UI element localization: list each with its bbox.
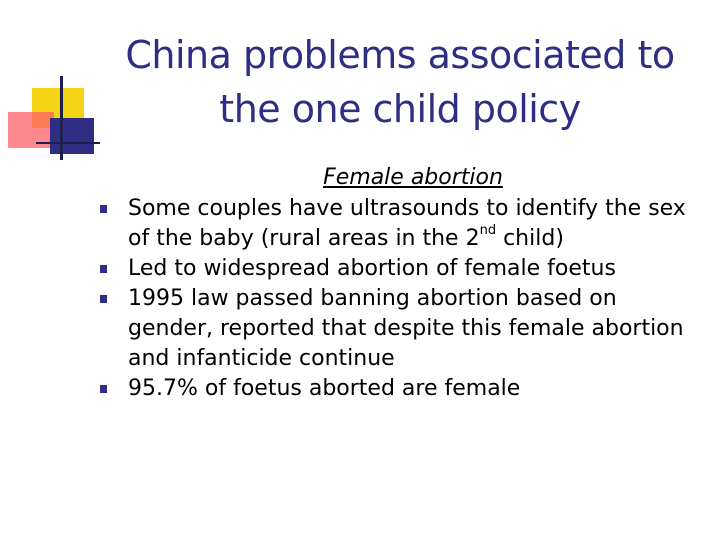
square-bullet-icon bbox=[100, 385, 107, 393]
logo-vertical-line bbox=[60, 76, 63, 160]
slide-title-line-2: the one child policy bbox=[219, 87, 581, 131]
slide-title bbox=[100, 28, 700, 136]
bullet-text-suffix: child) bbox=[496, 226, 564, 251]
section-heading: Female abortion bbox=[323, 165, 503, 190]
bullet-list bbox=[128, 194, 708, 404]
list-item bbox=[128, 284, 708, 374]
logo-horizontal-line bbox=[36, 142, 100, 144]
list-item bbox=[128, 254, 708, 284]
logo-blue-square bbox=[50, 118, 94, 154]
bullet-text-prefix: Some couples have ultrasounds to identify the sex of the baby (rural areas in the 2 bbox=[128, 196, 686, 251]
superscript-ordinal: nd bbox=[479, 222, 497, 238]
bullet-text: Led to widespread abortion of female foetus bbox=[128, 256, 616, 281]
slide-logo-decoration bbox=[0, 0, 110, 170]
square-bullet-icon bbox=[100, 265, 107, 273]
bullet-text: 95.7% of foetus aborted are female bbox=[128, 376, 521, 401]
square-bullet-icon bbox=[100, 205, 107, 213]
list-item bbox=[128, 194, 708, 254]
square-bullet-icon bbox=[100, 295, 107, 303]
slide-title-line-1: China problems associated to bbox=[125, 33, 675, 77]
bullet-text: 1995 law passed banning abortion based on gender, reported that despite this female abortion and infanticide continue bbox=[128, 286, 684, 371]
list-item bbox=[128, 374, 708, 404]
